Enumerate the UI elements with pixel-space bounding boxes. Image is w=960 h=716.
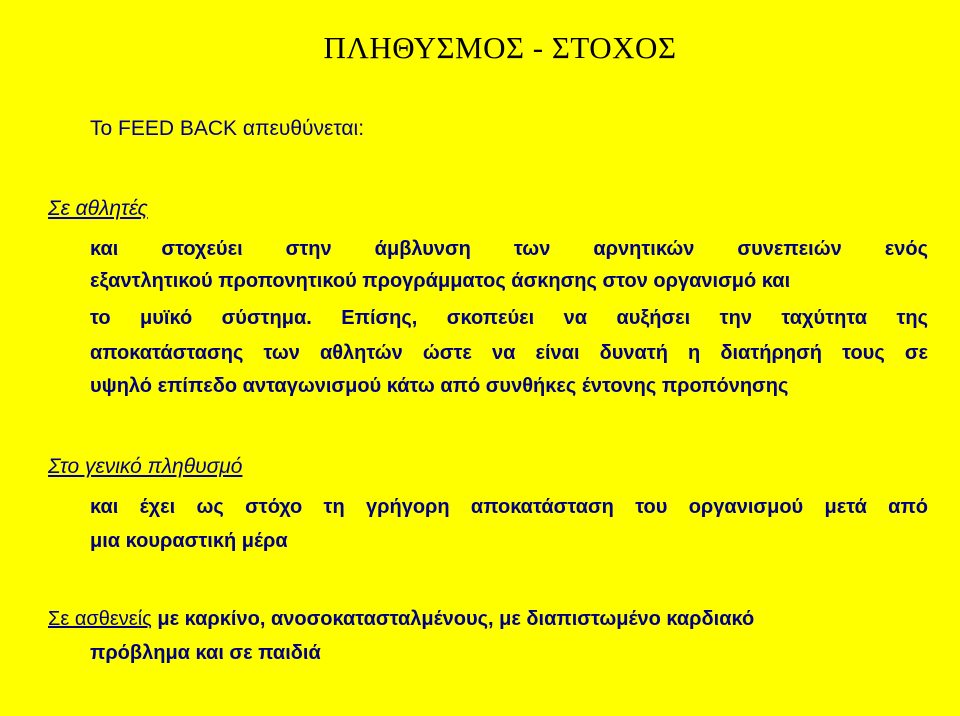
section-heading-patients: Σε ασθενείς <box>48 608 152 630</box>
general-line-1: και έχει ως στόχο τη γρήγορη αποκατάσταση του οργανισμού μετά από <box>90 496 928 518</box>
section-heading-athletes: Σε αθλητές <box>48 197 148 220</box>
patients-line-1-rest: με καρκίνο, ανοσοκατασταλμένους, με διαπιστωμένο καρδιακό <box>151 608 755 630</box>
athletes-line-1: και στοχεύει στην άμβλυνση των αρνητικών συνεπειών ενός <box>90 238 928 260</box>
section-heading-general-population: Στο γενικό πληθυσμό <box>48 455 243 478</box>
athletes-line-4: αποκατάστασης των αθλητών ώστε να είναι δυνατή η διατήρησή τους σε <box>90 342 928 364</box>
general-line-2: μια κουραστική μέρα <box>90 530 288 552</box>
athletes-line-3: το μυϊκό σύστημα. Επίσης, σκοπεύει να αυξήσει την ταχύτητα της <box>90 307 928 329</box>
slide-title: ΠΛΗΘΥΣΜΟΣ - ΣΤΟΧΟΣ <box>323 30 677 65</box>
athletes-line-2: εξαντλητικού προπονητικού προγράμματος άσκησης στον οργανισμό και <box>90 270 791 292</box>
patients-line-2: πρόβλημα και σε παιδιά <box>90 642 321 664</box>
athletes-line-5: υψηλό επίπεδο ανταγωνισμού κάτω από συνθήκες έντονης προπόνησης <box>90 375 789 397</box>
intro-text: Το FEED BACK απευθύνεται: <box>90 117 365 140</box>
patients-line-1 <box>48 608 928 631</box>
